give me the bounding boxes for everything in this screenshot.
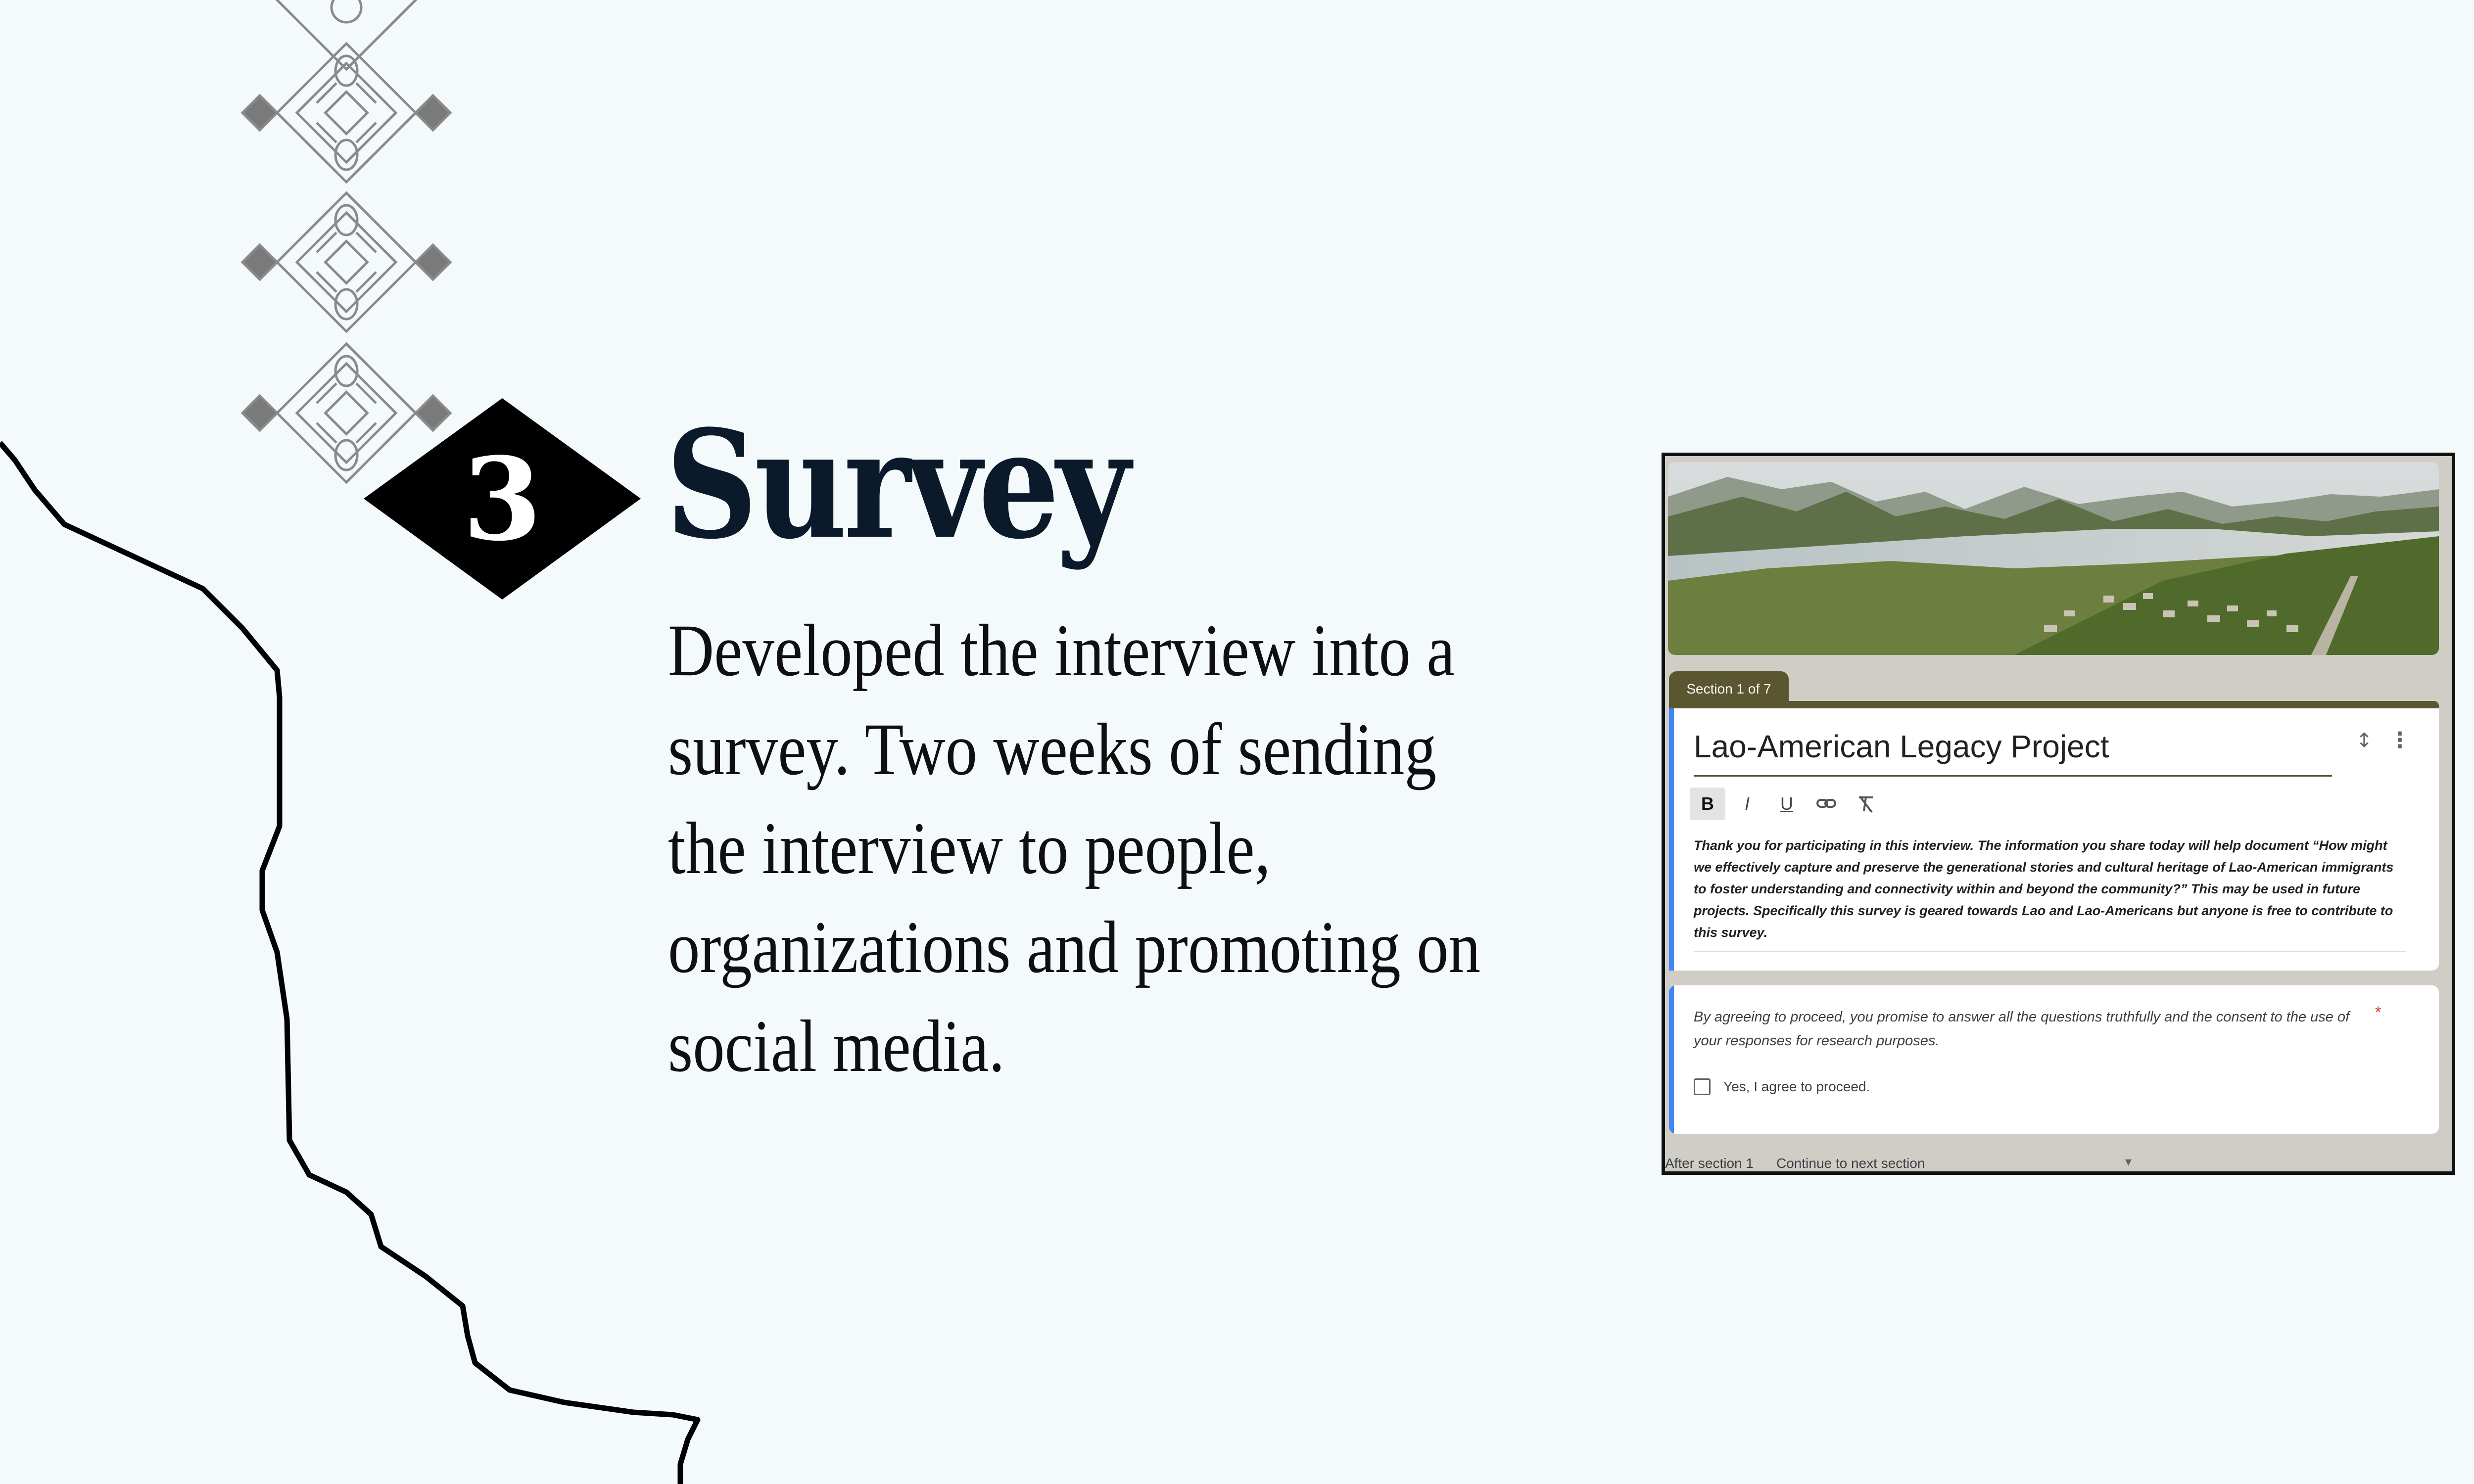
italic-button[interactable]: I bbox=[1744, 793, 1750, 814]
step-number: 3 bbox=[462, 433, 542, 566]
form-title[interactable]: Lao-American Legacy Project bbox=[1694, 729, 2109, 764]
slide-title: Survey bbox=[666, 397, 1127, 572]
header-landscape-image bbox=[1668, 462, 2439, 655]
agree-checkbox[interactable] bbox=[1694, 1078, 1711, 1095]
clear-format-icon[interactable] bbox=[1848, 788, 1884, 820]
agree-checkbox-label[interactable]: Yes, I agree to proceed. bbox=[1723, 1079, 1870, 1094]
consent-question: By agreeing to proceed, you promise to answer all the questions truthfully and the consent to the use of your responses for research purposes. bbox=[1694, 1009, 2350, 1049]
form-screenshot bbox=[1662, 453, 2455, 1175]
bold-button[interactable]: B bbox=[1690, 788, 1725, 820]
section-tab: Section 1 of 7 bbox=[1669, 671, 1789, 707]
slide-body: Developed the interview into a survey. Two weeks of sending the interview to people, organizations and promoting on social media. bbox=[668, 609, 1481, 1087]
pattern-ornament bbox=[242, 0, 450, 482]
map-border-line bbox=[0, 443, 698, 1484]
description-underline bbox=[1694, 951, 2406, 952]
link-icon[interactable] bbox=[1808, 788, 1844, 820]
more-options-icon[interactable]: ⋮ bbox=[2389, 728, 2411, 753]
consent-question-card[interactable] bbox=[1669, 985, 2439, 1134]
after-section-label: After section 1 bbox=[1665, 1156, 1754, 1171]
after-section-select[interactable]: Continue to next section bbox=[1776, 1156, 1925, 1171]
focus-bar bbox=[1669, 708, 1674, 971]
dropdown-arrow-icon[interactable]: ▾ bbox=[2125, 1155, 2132, 1169]
underline-button[interactable]: U bbox=[1780, 793, 1793, 814]
form-header-card[interactable] bbox=[1669, 708, 2439, 971]
collapse-icon[interactable]: ↕ bbox=[2356, 729, 2373, 752]
required-marker: * bbox=[2375, 1003, 2381, 1021]
focus-bar bbox=[1669, 985, 1674, 1134]
title-underline bbox=[1694, 775, 2332, 777]
form-description[interactable]: Thank you for participating in this interview. The information you share today will help document “How might we effectively capture and preserve the generational stories and cultural heritage of Lao-American immigrants to foster understanding and connectivity within and beyond the community?” This may be used in future projects. Specifically this survey is geared towards Lao and Lao-Americans but anyone is free to contribute to this survey. bbox=[1694, 838, 2394, 940]
